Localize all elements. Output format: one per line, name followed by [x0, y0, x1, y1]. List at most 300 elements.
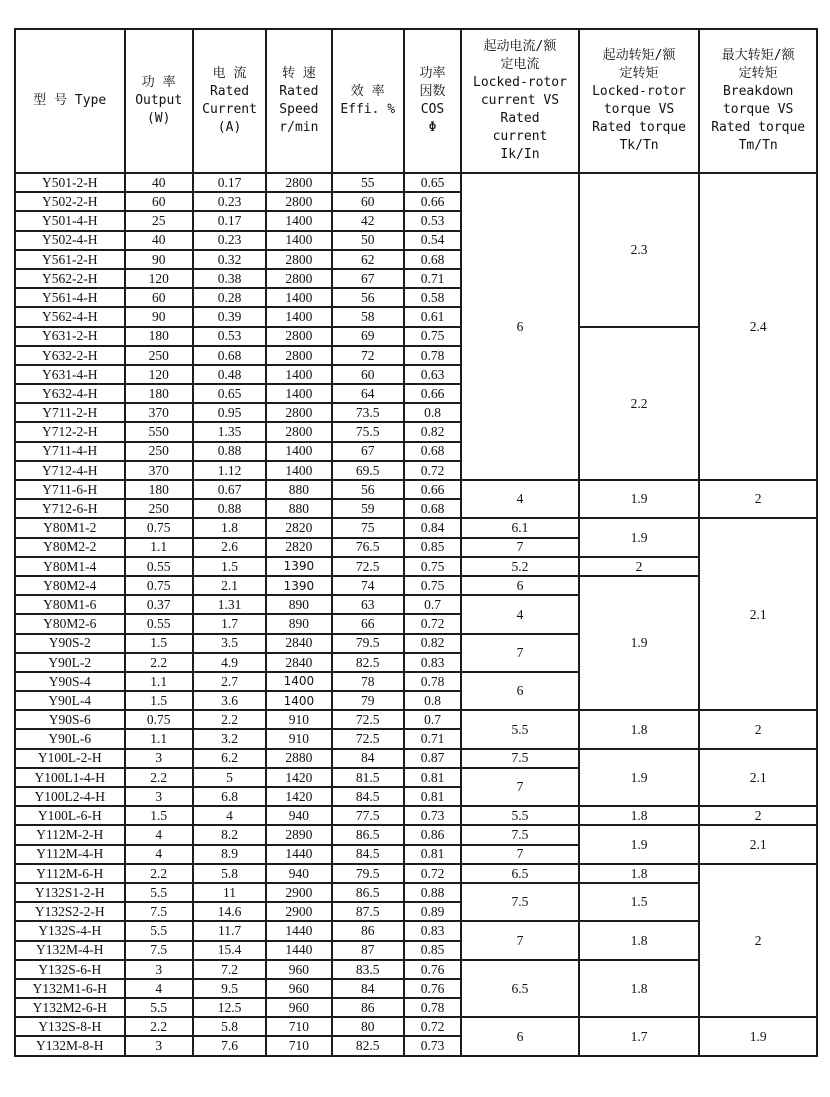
- col-header-tm-tn-line: 最大转矩/额: [721, 48, 795, 63]
- cell-rated-current: 1.12: [193, 461, 266, 480]
- cell-tk-tn: 1.5: [579, 883, 700, 921]
- cell-rated-current: 4: [193, 806, 266, 825]
- cell-rated-speed: 2890: [266, 825, 331, 844]
- cell-rated-speed: 940: [266, 806, 331, 825]
- cell-power-factor: 0.81: [404, 768, 461, 787]
- cell-rated-current: 1.31: [193, 595, 266, 614]
- table-header: [15, 29, 817, 173]
- cell-type: Y711-4-H: [15, 442, 125, 461]
- cell-type: Y561-4-H: [15, 288, 125, 307]
- cell-efficiency: 72.5: [332, 729, 404, 748]
- cell-efficiency: 79.5: [332, 634, 404, 653]
- col-header-output-line: 功 率: [141, 75, 176, 90]
- table-row: [15, 557, 817, 576]
- cell-ik-in: 6: [461, 1017, 579, 1055]
- cell-tk-tn: 1.9: [579, 825, 700, 863]
- cell-type: Y132M-4-H: [15, 941, 125, 960]
- cell-efficiency: 78: [332, 672, 404, 691]
- cell-rated-current: 0.39: [193, 307, 266, 326]
- cell-output: 2.2: [125, 768, 193, 787]
- cell-power-factor: 0.8: [404, 691, 461, 710]
- cell-output: 0.37: [125, 595, 193, 614]
- cell-tm-tn: 2.1: [699, 749, 817, 807]
- cell-rated-current: 3.5: [193, 634, 266, 653]
- cell-power-factor: 0.71: [404, 729, 461, 748]
- cell-power-factor: 0.68: [404, 442, 461, 461]
- cell-rated-current: 0.48: [193, 365, 266, 384]
- cell-rated-speed: 1420: [266, 768, 331, 787]
- col-header-ik-in-line: Ik/In: [500, 147, 540, 162]
- cell-efficiency: 79: [332, 691, 404, 710]
- cell-tk-tn: 2.3: [579, 173, 700, 327]
- cell-rated-current: 0.23: [193, 231, 266, 250]
- col-header-rated-speed-line: 转 速: [281, 66, 316, 81]
- cell-rated-speed: 1390: [266, 557, 331, 576]
- cell-type: Y100L2-4-H: [15, 787, 125, 806]
- cell-power-factor: 0.85: [404, 941, 461, 960]
- cell-type: Y561-2-H: [15, 250, 125, 269]
- table-row: [15, 1017, 817, 1036]
- cell-power-factor: 0.73: [404, 806, 461, 825]
- cell-output: 250: [125, 499, 193, 518]
- col-header-ik-in-line: 起动电流/额: [483, 39, 557, 54]
- cell-rated-current: 0.95: [193, 403, 266, 422]
- cell-rated-speed: 2900: [266, 883, 331, 902]
- cell-rated-speed: 1400: [266, 384, 331, 403]
- cell-type: Y632-4-H: [15, 384, 125, 403]
- col-header-ik-in-line: 定电流: [500, 57, 540, 72]
- cell-tk-tn: 1.8: [579, 806, 700, 825]
- cell-type: Y712-4-H: [15, 461, 125, 480]
- cell-rated-speed: 1440: [266, 941, 331, 960]
- col-header-ik-in-line: current: [492, 129, 548, 144]
- cell-output: 370: [125, 403, 193, 422]
- col-header-output: [125, 29, 193, 173]
- cell-rated-speed: 1400: [266, 365, 331, 384]
- cell-efficiency: 58: [332, 307, 404, 326]
- cell-rated-speed: 2800: [266, 250, 331, 269]
- col-header-tm-tn-line: Tm/Tn: [738, 138, 778, 153]
- cell-power-factor: 0.89: [404, 902, 461, 921]
- cell-rated-current: 2.7: [193, 672, 266, 691]
- cell-power-factor: 0.72: [404, 864, 461, 883]
- cell-rated-current: 1.8: [193, 518, 266, 537]
- cell-output: 7.5: [125, 902, 193, 921]
- cell-output: 1.1: [125, 672, 193, 691]
- motor-spec-table: [14, 28, 818, 1057]
- cell-output: 40: [125, 173, 193, 192]
- cell-output: 4: [125, 845, 193, 864]
- cell-rated-current: 1.5: [193, 557, 266, 576]
- cell-type: Y132M-8-H: [15, 1036, 125, 1055]
- cell-power-factor: 0.76: [404, 960, 461, 979]
- cell-rated-current: 6.8: [193, 787, 266, 806]
- col-header-ik-in-line: current VS: [480, 93, 560, 108]
- cell-efficiency: 86.5: [332, 825, 404, 844]
- cell-power-factor: 0.78: [404, 346, 461, 365]
- col-header-rated-current: [193, 29, 266, 173]
- cell-type: Y711-6-H: [15, 480, 125, 499]
- cell-rated-speed: 1400: [266, 307, 331, 326]
- cell-output: 370: [125, 461, 193, 480]
- cell-output: 60: [125, 192, 193, 211]
- cell-ik-in: 7: [461, 921, 579, 959]
- col-header-tm-tn-line: torque VS: [722, 102, 794, 117]
- cell-type: Y80M2-6: [15, 614, 125, 633]
- cell-rated-speed: 2840: [266, 653, 331, 672]
- col-header-tk-tn-line: Locked-rotor: [592, 84, 686, 99]
- cell-power-factor: 0.58: [404, 288, 461, 307]
- cell-power-factor: 0.75: [404, 327, 461, 346]
- cell-ik-in: 6.5: [461, 960, 579, 1018]
- cell-output: 0.55: [125, 557, 193, 576]
- cell-ik-in: 7: [461, 845, 579, 864]
- cell-efficiency: 60: [332, 192, 404, 211]
- cell-output: 25: [125, 211, 193, 230]
- cell-efficiency: 80: [332, 1017, 404, 1036]
- cell-type: Y90S-6: [15, 710, 125, 729]
- cell-rated-current: 5.8: [193, 864, 266, 883]
- col-header-tk-tn-line: Rated torque: [592, 120, 686, 135]
- cell-efficiency: 59: [332, 499, 404, 518]
- cell-tk-tn: 1.8: [579, 710, 700, 748]
- cell-rated-speed: 2800: [266, 327, 331, 346]
- cell-power-factor: 0.53: [404, 211, 461, 230]
- cell-type: Y632-2-H: [15, 346, 125, 365]
- cell-output: 40: [125, 231, 193, 250]
- col-header-tk-tn-line: 起动转矩/额: [602, 48, 676, 63]
- cell-output: 3: [125, 749, 193, 768]
- cell-type: Y502-4-H: [15, 231, 125, 250]
- cell-rated-current: 4.9: [193, 653, 266, 672]
- col-header-power-factor-line: Φ: [428, 120, 437, 135]
- cell-rated-speed: 880: [266, 480, 331, 499]
- cell-efficiency: 83.5: [332, 960, 404, 979]
- cell-type: Y90L-4: [15, 691, 125, 710]
- cell-efficiency: 84.5: [332, 787, 404, 806]
- cell-rated-current: 2.1: [193, 576, 266, 595]
- cell-type: Y501-2-H: [15, 173, 125, 192]
- cell-efficiency: 87: [332, 941, 404, 960]
- col-header-tm-tn-line: Breakdown: [722, 84, 794, 99]
- cell-output: 0.55: [125, 614, 193, 633]
- cell-rated-speed: 1440: [266, 921, 331, 940]
- cell-rated-current: 0.68: [193, 346, 266, 365]
- cell-rated-speed: 1400: [266, 442, 331, 461]
- cell-type: Y132S-6-H: [15, 960, 125, 979]
- cell-rated-speed: 910: [266, 729, 331, 748]
- col-header-rated-current-line: Current: [202, 102, 257, 117]
- cell-power-factor: 0.76: [404, 979, 461, 998]
- cell-type: Y90S-4: [15, 672, 125, 691]
- cell-power-factor: 0.7: [404, 595, 461, 614]
- cell-rated-current: 15.4: [193, 941, 266, 960]
- cell-efficiency: 87.5: [332, 902, 404, 921]
- cell-efficiency: 74: [332, 576, 404, 595]
- cell-output: 5.5: [125, 921, 193, 940]
- cell-output: 7.5: [125, 941, 193, 960]
- cell-power-factor: 0.54: [404, 231, 461, 250]
- cell-rated-speed: 2800: [266, 269, 331, 288]
- cell-rated-speed: 960: [266, 979, 331, 998]
- cell-output: 1.5: [125, 806, 193, 825]
- cell-efficiency: 79.5: [332, 864, 404, 883]
- cell-efficiency: 67: [332, 442, 404, 461]
- cell-efficiency: 60: [332, 365, 404, 384]
- cell-rated-current: 0.23: [193, 192, 266, 211]
- cell-rated-speed: 1400: [266, 288, 331, 307]
- cell-output: 4: [125, 825, 193, 844]
- cell-efficiency: 86: [332, 998, 404, 1017]
- cell-rated-current: 0.88: [193, 442, 266, 461]
- cell-power-factor: 0.65: [404, 173, 461, 192]
- cell-type: Y631-4-H: [15, 365, 125, 384]
- cell-rated-current: 6.2: [193, 749, 266, 768]
- col-header-rated-speed-line: Rated: [279, 84, 319, 99]
- table-row: [15, 749, 817, 768]
- cell-rated-current: 0.38: [193, 269, 266, 288]
- col-header-type-line: 型 号 Type: [33, 93, 107, 108]
- cell-power-factor: 0.78: [404, 998, 461, 1017]
- cell-rated-current: 1.7: [193, 614, 266, 633]
- cell-power-factor: 0.73: [404, 1036, 461, 1055]
- cell-efficiency: 62: [332, 250, 404, 269]
- cell-efficiency: 75.5: [332, 422, 404, 441]
- cell-ik-in: 6: [461, 672, 579, 710]
- cell-output: 250: [125, 442, 193, 461]
- cell-power-factor: 0.66: [404, 192, 461, 211]
- cell-output: 3: [125, 960, 193, 979]
- col-header-rated-speed-line: Speed: [279, 102, 319, 117]
- table-row: [15, 960, 817, 979]
- cell-power-factor: 0.66: [404, 384, 461, 403]
- cell-efficiency: 81.5: [332, 768, 404, 787]
- cell-type: Y712-2-H: [15, 422, 125, 441]
- cell-efficiency: 84: [332, 979, 404, 998]
- cell-efficiency: 56: [332, 480, 404, 499]
- cell-rated-speed: 2800: [266, 422, 331, 441]
- table-row: [15, 173, 817, 192]
- cell-output: 3: [125, 1036, 193, 1055]
- cell-tm-tn: 1.9: [699, 1017, 817, 1055]
- cell-rated-current: 5.8: [193, 1017, 266, 1036]
- cell-power-factor: 0.83: [404, 921, 461, 940]
- cell-rated-speed: 2900: [266, 902, 331, 921]
- cell-tk-tn: 1.9: [579, 576, 700, 710]
- cell-power-factor: 0.78: [404, 672, 461, 691]
- cell-output: 90: [125, 250, 193, 269]
- cell-efficiency: 55: [332, 173, 404, 192]
- cell-rated-current: 0.32: [193, 250, 266, 269]
- cell-rated-current: 5: [193, 768, 266, 787]
- cell-power-factor: 0.83: [404, 653, 461, 672]
- cell-ik-in: 7.5: [461, 883, 579, 921]
- col-header-tm-tn-line: Rated torque: [711, 120, 806, 135]
- cell-type: Y90L-2: [15, 653, 125, 672]
- col-header-power-factor: [404, 29, 461, 173]
- col-header-rated-speed: [266, 29, 331, 173]
- col-header-rated-current-line: Rated: [209, 84, 250, 99]
- cell-efficiency: 82.5: [332, 653, 404, 672]
- cell-rated-speed: 1420: [266, 787, 331, 806]
- cell-efficiency: 67: [332, 269, 404, 288]
- col-header-tm-tn-line: 定转矩: [738, 66, 778, 81]
- cell-efficiency: 76.5: [332, 538, 404, 557]
- cell-type: Y80M2-4: [15, 576, 125, 595]
- cell-tm-tn: 2: [699, 710, 817, 748]
- cell-rated-speed: 890: [266, 595, 331, 614]
- cell-type: Y112M-2-H: [15, 825, 125, 844]
- cell-efficiency: 69.5: [332, 461, 404, 480]
- cell-efficiency: 50: [332, 231, 404, 250]
- cell-efficiency: 86.5: [332, 883, 404, 902]
- cell-power-factor: 0.75: [404, 557, 461, 576]
- cell-tm-tn: 2: [699, 864, 817, 1018]
- col-header-tm-tn: [699, 29, 817, 173]
- cell-output: 5.5: [125, 883, 193, 902]
- cell-rated-speed: 1390: [266, 576, 331, 595]
- cell-ik-in: 5.5: [461, 806, 579, 825]
- cell-tk-tn: 1.9: [579, 480, 700, 518]
- cell-type: Y562-4-H: [15, 307, 125, 326]
- col-header-rated-speed-line: r/min: [279, 120, 319, 135]
- col-header-ik-in-line: Locked-rotor: [473, 75, 567, 90]
- cell-rated-speed: 1440: [266, 845, 331, 864]
- cell-power-factor: 0.81: [404, 787, 461, 806]
- cell-rated-current: 8.9: [193, 845, 266, 864]
- cell-power-factor: 0.7: [404, 710, 461, 729]
- cell-rated-speed: 2800: [266, 192, 331, 211]
- cell-rated-speed: 1400: [266, 672, 331, 691]
- table-row: [15, 576, 817, 595]
- cell-output: 180: [125, 480, 193, 499]
- cell-output: 2.2: [125, 1017, 193, 1036]
- cell-ik-in: 4: [461, 595, 579, 633]
- cell-ik-in: 7: [461, 538, 579, 557]
- col-header-efficiency-line: Effi. %: [340, 102, 396, 117]
- col-header-rated-current-line: (A): [217, 120, 242, 135]
- cell-output: 5.5: [125, 998, 193, 1017]
- cell-power-factor: 0.72: [404, 1017, 461, 1036]
- cell-ik-in: 6.5: [461, 864, 579, 883]
- col-header-power-factor-line: 因数: [419, 84, 446, 99]
- cell-rated-speed: 1400: [266, 691, 331, 710]
- cell-ik-in: 6.1: [461, 518, 579, 537]
- table-row: [15, 921, 817, 940]
- cell-rated-current: 9.5: [193, 979, 266, 998]
- col-header-type: [15, 29, 125, 173]
- cell-output: 0.75: [125, 710, 193, 729]
- cell-rated-current: 0.53: [193, 327, 266, 346]
- table-row: [15, 825, 817, 844]
- cell-tk-tn: 1.8: [579, 921, 700, 959]
- cell-power-factor: 0.86: [404, 825, 461, 844]
- table-row: [15, 518, 817, 537]
- cell-output: 1.1: [125, 729, 193, 748]
- cell-type: Y112M-4-H: [15, 845, 125, 864]
- cell-efficiency: 72.5: [332, 557, 404, 576]
- col-header-ik-in: [461, 29, 579, 173]
- cell-output: 0.75: [125, 518, 193, 537]
- cell-rated-current: 2.6: [193, 538, 266, 557]
- cell-type: Y112M-6-H: [15, 864, 125, 883]
- cell-output: 250: [125, 346, 193, 365]
- cell-ik-in: 5.2: [461, 557, 579, 576]
- cell-ik-in: 4: [461, 480, 579, 518]
- cell-tm-tn: 2.1: [699, 825, 817, 863]
- cell-rated-speed: 1400: [266, 231, 331, 250]
- cell-power-factor: 0.82: [404, 422, 461, 441]
- cell-output: 1.5: [125, 634, 193, 653]
- cell-power-factor: 0.66: [404, 480, 461, 499]
- cell-efficiency: 82.5: [332, 1036, 404, 1055]
- cell-type: Y132S1-2-H: [15, 883, 125, 902]
- cell-rated-current: 1.35: [193, 422, 266, 441]
- cell-rated-current: 0.67: [193, 480, 266, 499]
- cell-rated-speed: 910: [266, 710, 331, 729]
- cell-rated-speed: 710: [266, 1017, 331, 1036]
- cell-output: 550: [125, 422, 193, 441]
- cell-type: Y502-2-H: [15, 192, 125, 211]
- col-header-power-factor-line: COS: [420, 102, 445, 117]
- cell-output: 1.5: [125, 691, 193, 710]
- cell-efficiency: 42: [332, 211, 404, 230]
- col-header-tk-tn-line: torque VS: [603, 102, 675, 117]
- cell-ik-in: 6: [461, 173, 579, 480]
- cell-rated-current: 11.7: [193, 921, 266, 940]
- cell-tm-tn: 2.4: [699, 173, 817, 480]
- col-header-efficiency-line: 效 率: [350, 84, 385, 99]
- cell-efficiency: 63: [332, 595, 404, 614]
- cell-tk-tn: 1.8: [579, 960, 700, 1018]
- cell-output: 1.1: [125, 538, 193, 557]
- cell-ik-in: 7: [461, 634, 579, 672]
- cell-efficiency: 72.5: [332, 710, 404, 729]
- cell-rated-current: 7.6: [193, 1036, 266, 1055]
- cell-power-factor: 0.75: [404, 576, 461, 595]
- cell-efficiency: 77.5: [332, 806, 404, 825]
- cell-power-factor: 0.71: [404, 269, 461, 288]
- table-row: [15, 710, 817, 729]
- cell-type: Y501-4-H: [15, 211, 125, 230]
- cell-rated-current: 0.28: [193, 288, 266, 307]
- cell-efficiency: 56: [332, 288, 404, 307]
- cell-type: Y711-2-H: [15, 403, 125, 422]
- cell-type: Y80M1-4: [15, 557, 125, 576]
- cell-output: 120: [125, 269, 193, 288]
- cell-type: Y132M2-6-H: [15, 998, 125, 1017]
- cell-rated-current: 7.2: [193, 960, 266, 979]
- cell-tk-tn: 1.9: [579, 518, 700, 556]
- cell-rated-speed: 1400: [266, 211, 331, 230]
- cell-efficiency: 69: [332, 327, 404, 346]
- cell-output: 60: [125, 288, 193, 307]
- cell-type: Y562-2-H: [15, 269, 125, 288]
- cell-output: 4: [125, 979, 193, 998]
- cell-power-factor: 0.87: [404, 749, 461, 768]
- table-row: [15, 806, 817, 825]
- cell-power-factor: 0.68: [404, 499, 461, 518]
- cell-power-factor: 0.72: [404, 461, 461, 480]
- cell-ik-in: 7.5: [461, 749, 579, 768]
- cell-tk-tn: 1.9: [579, 749, 700, 807]
- cell-ik-in: 7: [461, 768, 579, 806]
- cell-output: 2.2: [125, 864, 193, 883]
- col-header-rated-current-line: 电 流: [212, 66, 247, 81]
- cell-output: 0.75: [125, 576, 193, 595]
- cell-power-factor: 0.85: [404, 538, 461, 557]
- cell-rated-speed: 960: [266, 960, 331, 979]
